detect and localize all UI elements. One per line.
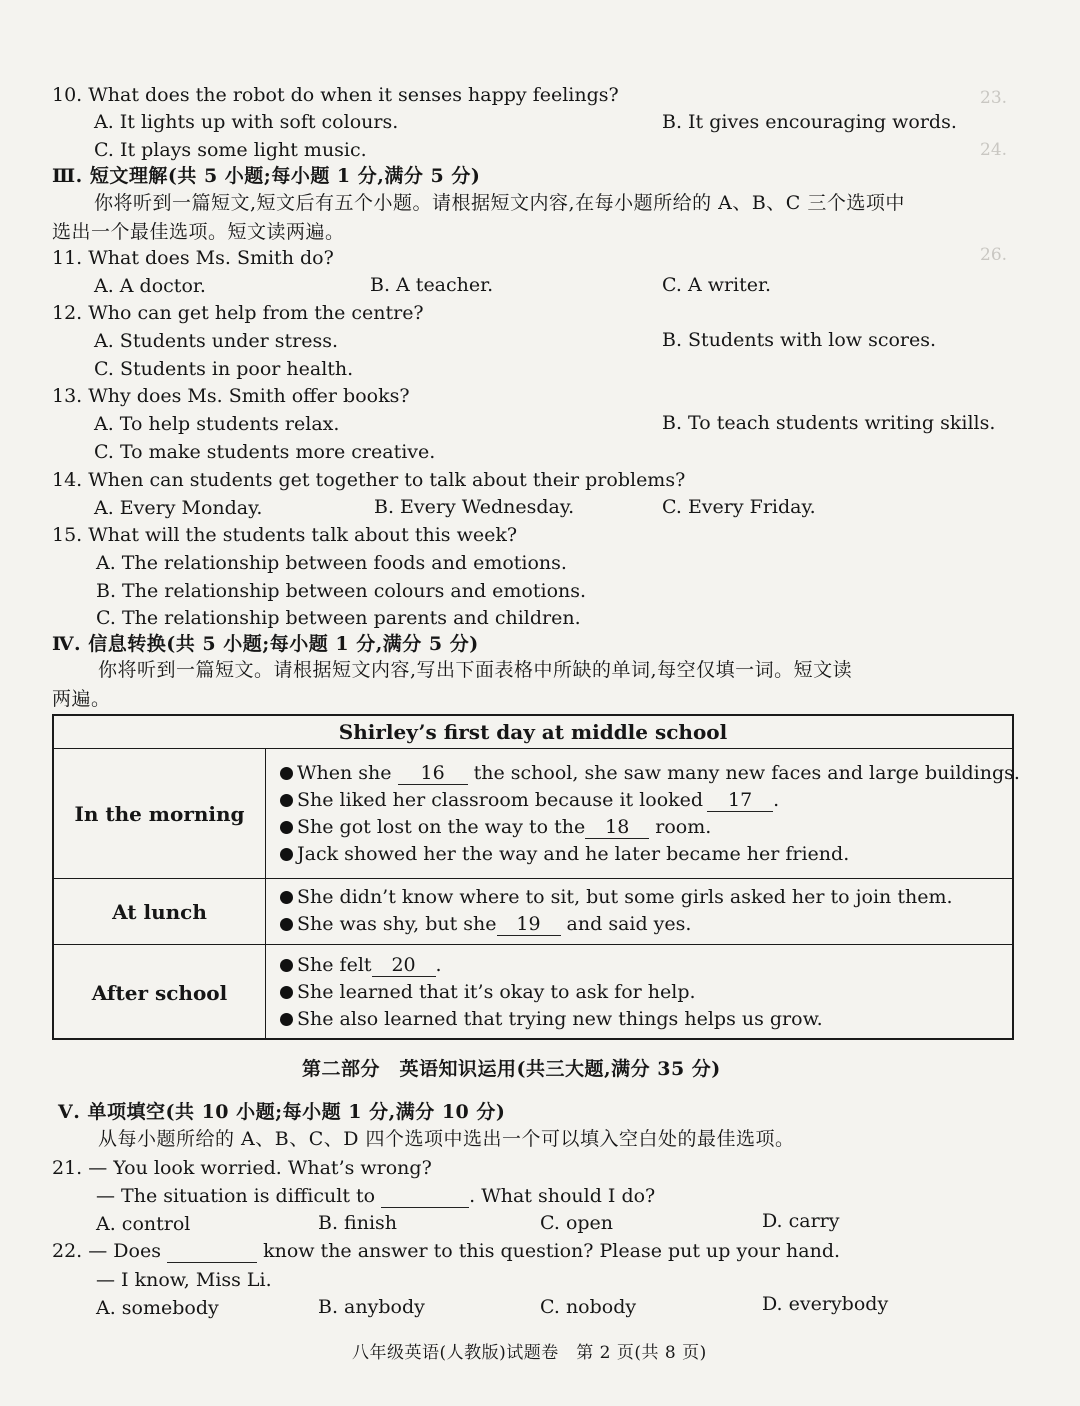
section-3-heading: Ⅲ. 短文理解(共 5 小题;每小题 1 分,满分 5 分)	[52, 165, 481, 187]
bullet-icon	[280, 821, 293, 834]
section-3-instructions-cont: 选出一个最佳选项。短文读两遍。	[52, 221, 345, 243]
q21-option-a: A. control	[96, 1213, 191, 1235]
table-bullet-item: Jack showed her the way and he later became her friend.	[280, 843, 849, 865]
table-bullet-item: She felt 20 .	[280, 954, 442, 977]
q14-option-b: B. Every Wednesday.	[374, 496, 575, 518]
table-bullet-item: She didn’t know where to sit, but some girls asked her to join them.	[280, 886, 953, 908]
bullet-icon	[280, 848, 293, 861]
q21-option-c: C. open	[540, 1212, 614, 1234]
section-5-instructions: 从每小题所给的 A、B、C、D 四个选项中选出一个可以填入空白处的最佳选项。	[98, 1128, 795, 1150]
section-5-heading: Ⅴ. 单项填空(共 10 小题;每小题 1 分,满分 10 分)	[58, 1101, 506, 1123]
q22-line-1: 22. — Does know the answer to this question? Please put up your hand.	[52, 1240, 841, 1262]
q10-option-a: A. It lights up with soft colours.	[94, 111, 399, 133]
table-bullet-item: She got lost on the way to the 18 room.	[280, 816, 711, 839]
q21-blank	[381, 1185, 469, 1208]
blank-17: 17	[707, 789, 773, 812]
info-table	[52, 714, 1020, 1040]
bullet-icon	[280, 891, 293, 904]
section-4-heading: Ⅳ. 信息转换(共 5 小题;每小题 1 分,满分 5 分)	[52, 633, 479, 655]
q21-option-d: D. carry	[762, 1210, 840, 1232]
bullet-icon	[280, 986, 293, 999]
q10-option-b: B. It gives encouraging words.	[662, 111, 957, 133]
section-4-instructions-cont: 两遍。	[52, 688, 111, 710]
table-row-divider	[54, 878, 1012, 879]
table-row-divider	[54, 944, 1012, 945]
bullet-icon	[280, 1013, 293, 1026]
bullet-icon	[280, 959, 293, 972]
q11-option-a: A. A doctor.	[94, 275, 206, 297]
q14-option-a: A. Every Monday.	[94, 497, 263, 519]
bleed-through-text: 24.	[980, 140, 1008, 160]
table-bullet-item: She also learned that trying new things helps us grow.	[280, 1008, 823, 1030]
row-label-lunch: At lunch	[112, 900, 207, 924]
table-bullet-item: She liked her classroom because it looked 17 .	[280, 789, 779, 812]
q15-stem: 15. What will the students talk about this week?	[52, 524, 518, 546]
page-footer: 八年级英语(人教版)试题卷 第 2 页(共 8 页)	[352, 1343, 707, 1363]
table-bullet-item: She learned that it’s okay to ask for help.	[280, 981, 696, 1003]
table-bullet-item: When she 16 the school, she saw many new faces and large buildings.	[280, 762, 1020, 785]
q21-line-2: — The situation is difficult to . What should I do?	[96, 1185, 656, 1207]
blank-18: 18	[585, 816, 649, 839]
table-column-divider	[265, 748, 266, 1038]
q13-option-c: C. To make students more creative.	[94, 441, 436, 463]
blank-20: 20	[372, 954, 436, 977]
q10-stem: 10. What does the robot do when it senses happy feelings?	[52, 84, 619, 106]
q14-option-c: C. Every Friday.	[662, 496, 816, 518]
section-4-instructions: 你将听到一篇短文。请根据短文内容,写出下面表格中所缺的单词,每空仅填一词。短文读	[98, 659, 853, 681]
table-title: Shirley’s first day at middle school	[54, 716, 1012, 749]
q22-option-a: A. somebody	[96, 1297, 219, 1319]
q15-option-a: A. The relationship between foods and emotions.	[96, 552, 567, 574]
q13-option-b: B. To teach students writing skills.	[662, 412, 996, 434]
row-label-after-school: After school	[91, 981, 228, 1005]
bullet-icon	[280, 918, 293, 931]
q13-option-a: A. To help students relax.	[94, 413, 340, 435]
q22-option-d: D. everybody	[762, 1293, 889, 1315]
q22-blank	[167, 1240, 257, 1263]
q12-option-c: C. Students in poor health.	[94, 358, 354, 380]
q22-option-b: B. anybody	[318, 1296, 425, 1318]
q11-option-c: C. A writer.	[662, 274, 772, 296]
q12-option-b: B. Students with low scores.	[662, 329, 937, 351]
q13-stem: 13. Why does Ms. Smith offer books?	[52, 385, 410, 407]
blank-16: 16	[398, 762, 468, 785]
q12-stem: 12. Who can get help from the centre?	[52, 302, 424, 324]
blank-19: 19	[497, 913, 561, 936]
table-bullet-item: She was shy, but she 19 and said yes.	[280, 913, 691, 936]
q12-option-a: A. Students under stress.	[94, 330, 339, 352]
q22-line-2: — I know, Miss Li.	[96, 1269, 272, 1291]
bleed-through-text: 23.	[980, 88, 1008, 108]
section-3-instructions: 你将听到一篇短文,短文后有五个小题。请根据短文内容,在每小题所给的 A、B、C 三个选项中	[94, 192, 905, 214]
q15-option-c: C. The relationship between parents and children.	[96, 607, 581, 629]
row-label-morning: In the morning	[74, 802, 245, 826]
bullet-icon	[280, 767, 293, 780]
q21-line-1: 21. — You look worried. What’s wrong?	[52, 1157, 432, 1179]
bleed-through-text: 26.	[980, 245, 1008, 265]
q11-option-b: B. A teacher.	[370, 274, 494, 296]
q14-stem: 14. When can students get together to talk about their problems?	[52, 469, 686, 491]
bullet-icon	[280, 794, 293, 807]
q11-stem: 11. What does Ms. Smith do?	[52, 247, 334, 269]
q10-option-c: C. It plays some light music.	[94, 139, 367, 161]
q21-option-b: B. finish	[318, 1212, 398, 1234]
q15-option-b: B. The relationship between colours and emotions.	[96, 580, 587, 602]
part-2-heading: 第二部分 英语知识运用(共三大题,满分 35 分)	[302, 1058, 721, 1080]
q22-option-c: C. nobody	[540, 1296, 637, 1318]
